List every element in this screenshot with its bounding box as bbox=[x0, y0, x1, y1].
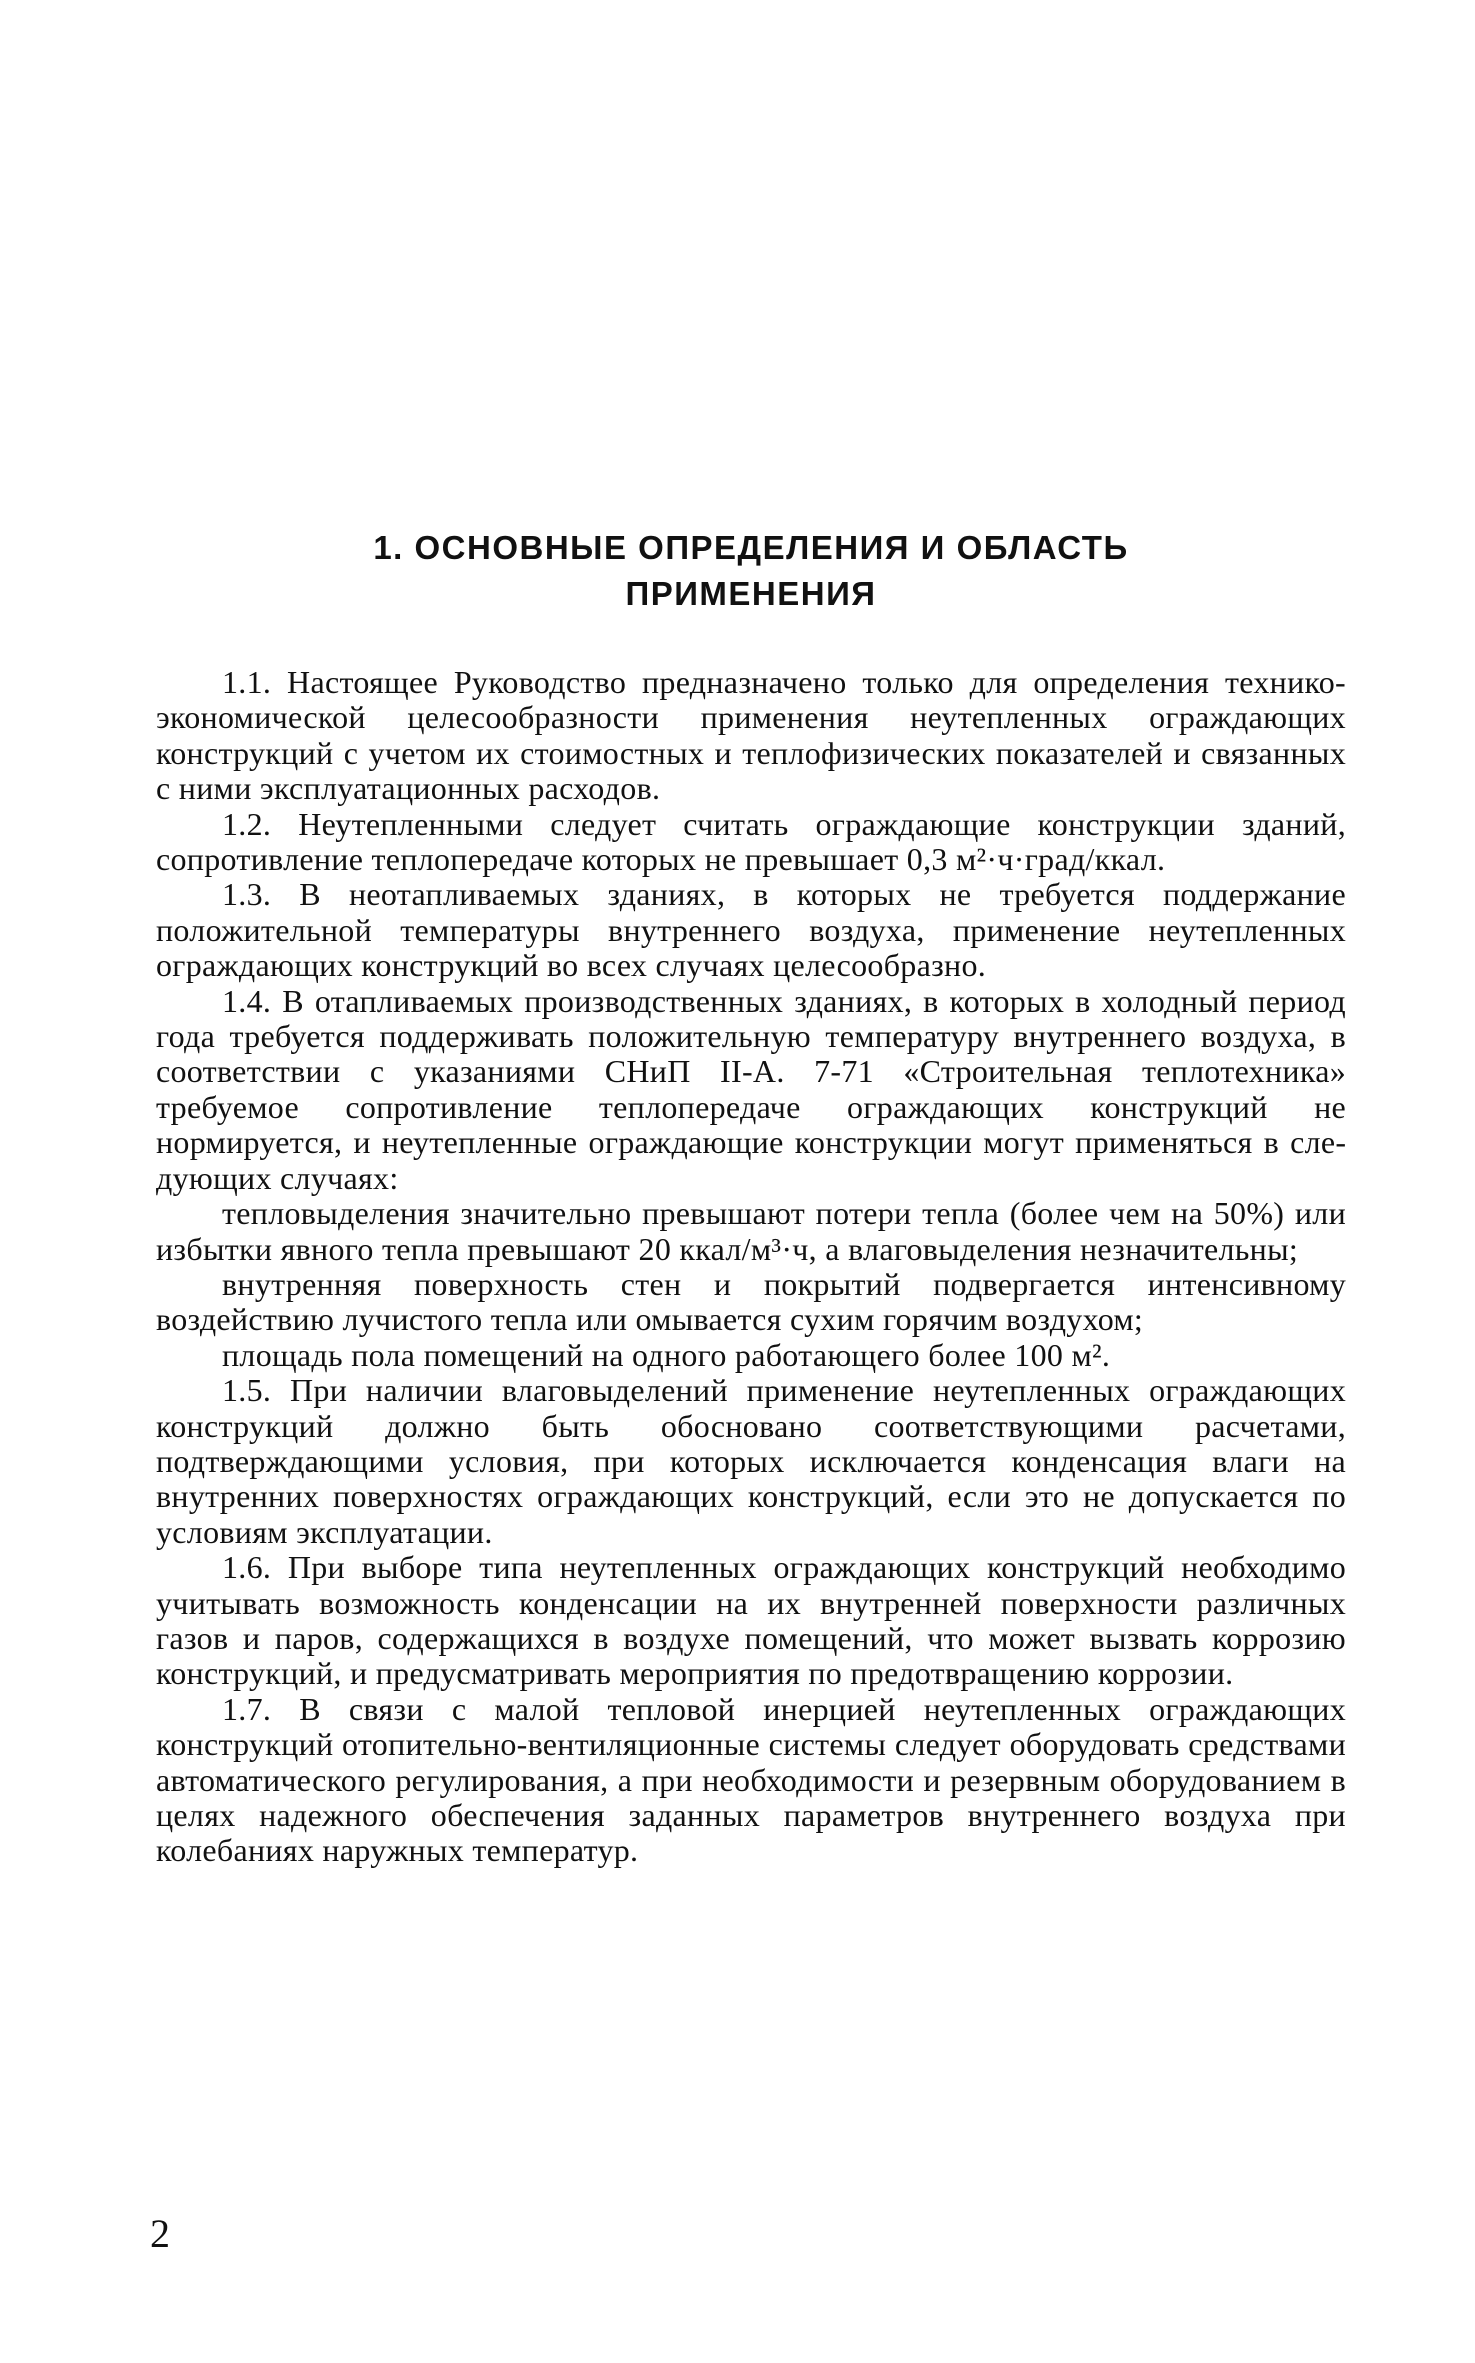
clause-number: 1.3. bbox=[222, 876, 272, 913]
paragraph-1-5 bbox=[156, 1373, 1346, 1550]
paragraph-1-3 bbox=[156, 877, 1346, 983]
paragraph-text: Неутепленными следует считать ограждающие конструкции зданий, сопротивление теплопередаче которых не превышает 0,3 м²·ч·град/ккал. bbox=[156, 805, 1346, 878]
paragraph-text: В связи с малой тепловой инерцией неутепленных ограждающих конструкций отопительно-вентиляционные системы следует оборудовать средствами автоматического регулирования, а при необходимости и резервным оборудованием в целях надежного обеспечения заданных параметров внутреннего воздуха при колебаниях наружных температур. bbox=[156, 1690, 1346, 1869]
body-text bbox=[156, 665, 1346, 1869]
paragraph-text: внутренняя поверхность стен и покрытий подвергается интенсивному воздействию лучистого тепла или омывается сухим горячим воздухом; bbox=[156, 1265, 1346, 1338]
list-item-floor-area bbox=[156, 1338, 1346, 1373]
list-item-heat-release bbox=[156, 1196, 1346, 1267]
paragraph-1-2 bbox=[156, 807, 1346, 878]
paragraph-1-6 bbox=[156, 1550, 1346, 1692]
clause-number: 1.5. bbox=[222, 1372, 272, 1409]
paragraph-text: В отапливаемых производственных зданиях, в которых в холодный период года требуется поддерживать положительную температуру внутреннего воздуха, в соответствии с указаниями СНиП II-А. 7-71 «Строительная теплотехника» требуемое сопротивление теплопередаче ограждающих конструкций не нормируется, и неутепленные ограждающие конструкции могут применяться в следующих случаях: bbox=[156, 982, 1346, 1196]
paragraph-1-1 bbox=[156, 665, 1346, 807]
paragraph-text: При наличии влаговыделений применение неутепленных ограждающих конструкций должно быть обосновано соответствующими расчетами, подтверждающими условия, при которых исключается конденсация влаги на внутренних поверхностях ограждающих конструкций, если это не допускается по условиям эксплуатации. bbox=[156, 1372, 1346, 1550]
clause-number: 1.1. bbox=[222, 664, 272, 700]
clause-number: 1.6. bbox=[222, 1549, 272, 1586]
paragraph-1-4 bbox=[156, 984, 1346, 1196]
paragraph-text: При выборе типа неутепленных ограждающих конструкций необходимо учитывать возможность конденсации на их внутренней поверхности различных газов и паров, содержащихся в воздухе помещений, что может вызвать коррозию конструкций, и предусматривать мероприятия по предотвращению коррозии. bbox=[156, 1549, 1346, 1692]
chapter-title bbox=[156, 525, 1346, 617]
paragraph-text: тепловыделения значительно превышают потери тепла (более чем на 50%) или избытки явного тепла превышают 20 ккал/м³·ч, а влаговыделения незначительны; bbox=[156, 1195, 1346, 1267]
document-page bbox=[156, 525, 1346, 1869]
paragraph-text: Настоящее Руководство предназначено только для определения технико-экономической целесообразности применения неутепленных ограждающих конструкций с учетом их стоимостных и теплофизических показателей и связанных с ними эксплуатационных расходов. bbox=[156, 664, 1346, 807]
clause-number: 1.7. bbox=[222, 1690, 272, 1727]
paragraph-text: В неотапливаемых зданиях, в которых не требуется поддержание положительной температуры внутреннего воздуха, применение неутепленных ограждающих конструкций во всех случаях целесообразно. bbox=[156, 876, 1346, 984]
chapter-title-line-1: 1. ОСНОВНЫЕ ОПРЕДЕЛЕНИЯ И ОБЛАСТЬ bbox=[373, 529, 1129, 566]
paragraph-1-7 bbox=[156, 1692, 1346, 1869]
paragraph-text: площадь пола помещений на одного работающего более 100 м². bbox=[222, 1336, 1111, 1373]
page-number: 2 bbox=[150, 2211, 170, 2256]
chapter-title-line-2: ПРИМЕНЕНИЯ bbox=[625, 575, 877, 612]
clause-number: 1.2. bbox=[222, 805, 272, 842]
clause-number: 1.4. bbox=[222, 982, 272, 1019]
list-item-radiant-heat bbox=[156, 1267, 1346, 1338]
